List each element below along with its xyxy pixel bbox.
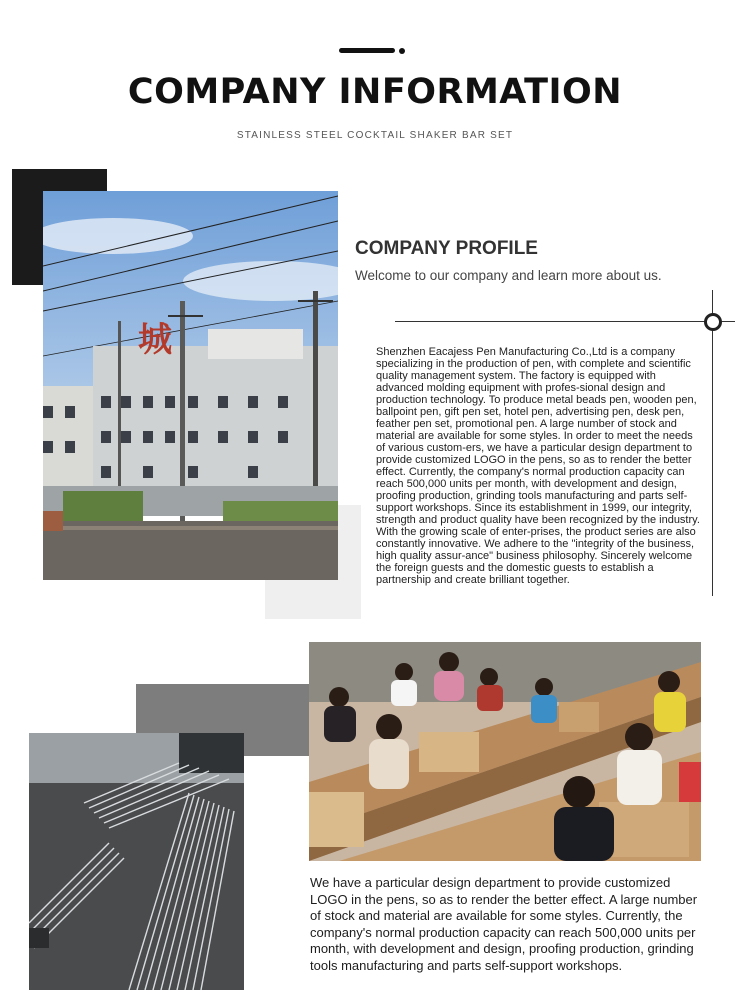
- decor-vertical-line: [712, 290, 713, 596]
- company-profile-welcome: Welcome to our company and learn more about us.: [355, 268, 662, 283]
- decor-horizontal-line: [395, 321, 735, 322]
- company-profile-text: Shenzhen Eacajess Pen Manufacturing Co.,Ltd is a company specializing in the production of pen, with complete and scientific quality management system. The factory is equipped with advanced molding equipment with profes-sional design and production technology. To produce metal beads pen, wooden pen, ballpoint pen, gift pen set, hotel pen, advertising pen, desk pen, feather pen set, promotional pen. A large number of stock and material are available for some styles. In order to meet the needs of various custom-ers, we have a particular design department to provide customized LOGO in the pens, so as to render the better effect. Currently, the company's normal production capacity can reach 500,000 units per month, with development and design, proofing production, grinding tools manufacturing and parts self-support workshops. Since its establishment in 1999, our integrity, strength and product quality have been recognized by the industry. With the growing scale of enter-prises, the product series are also constantly innovative. We adhere to the "integrity of the business, high quality assur-ance" business philosophy. Sincerely welcome the foreign guests and the domestic guests to establish a partnership and create brilliant together.: [376, 346, 700, 586]
- company-profile-heading: COMPANY PROFILE: [355, 238, 538, 259]
- header-decor-dot: [399, 48, 405, 54]
- page-title: COMPANY INFORMATION: [127, 72, 623, 112]
- header-decor-line: [339, 48, 395, 53]
- page-subtitle: STAINLESS STEEL COCKTAIL SHAKER BAR SET: [236, 130, 514, 141]
- production-capacity-text: We have a particular design department to provide customized LOGO in the pens, so as to render the better effect. A large number of stock and material are available for some styles. Currently, the company's normal production capacity can reach 500,000 units per month, with development and design, proofing production, grinding tools manufacturing and parts self-support workshops.: [310, 875, 698, 973]
- steel-tubes-photo: [29, 733, 244, 990]
- workshop-photo: [309, 642, 701, 861]
- roof-sign-text: 城: [138, 320, 172, 360]
- factory-building-photo: [43, 191, 338, 580]
- decor-ring-icon: [704, 313, 722, 331]
